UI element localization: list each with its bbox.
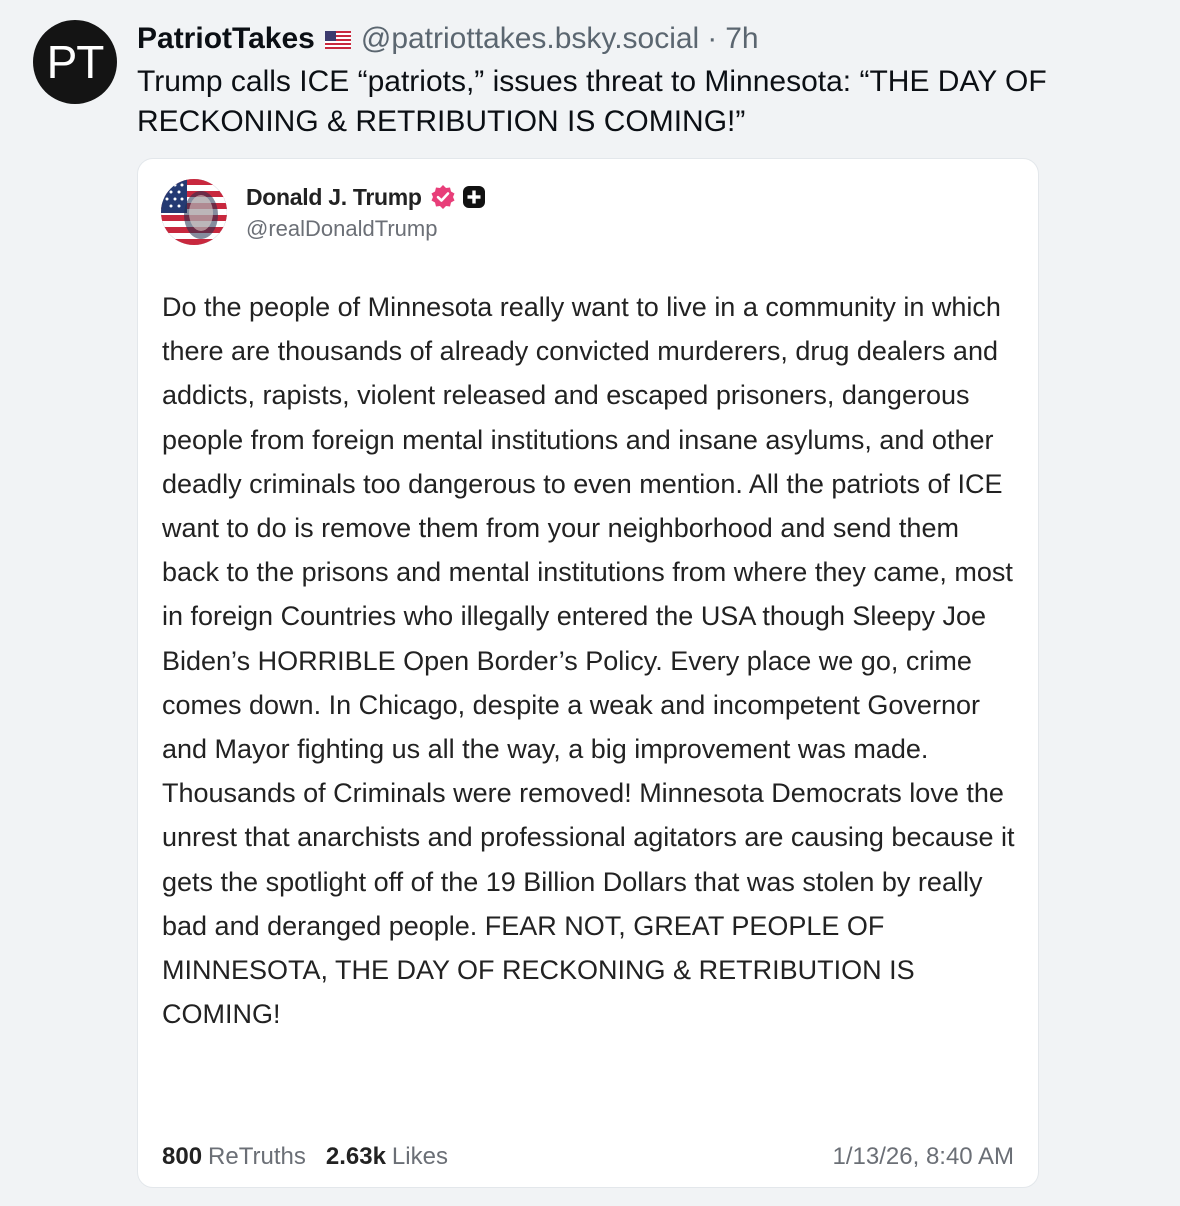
verified-badge-icon xyxy=(430,184,456,210)
post-header xyxy=(137,17,759,61)
patriottakes-avatar[interactable] xyxy=(33,20,117,104)
plus-badge-icon xyxy=(462,185,486,209)
retruths-count: 800 xyxy=(162,1143,203,1170)
embed-author-name[interactable]: Donald J. Trump xyxy=(246,183,422,210)
flag-portrait-image xyxy=(161,179,227,245)
avatar-text: PT xyxy=(46,36,104,88)
author-display-name[interactable]: PatriotTakes xyxy=(137,22,315,55)
retruths-label: ReTruths xyxy=(208,1143,306,1170)
embed-post-body: Do the people of Minnesota really want to live in a community in which there are thousands of already convicted murderers, drug dealers and addicts, rapists, violent released and escaped prisoners, dangerous people from foreign mental institutions and insane asylums, and other deadly criminals too dangerous to even mention. All the patriots of ICE want to do is remove them from your neighborhood and send them back to the prisons and mental institutions from where they came, most in foreign Countries who illegally entered the USA though Sleepy Joe Biden’s HORRIBLE Open Border’s Policy. Every place we go, crime comes down. In Chicago, despite a weak and incompetent Governor and Mayor fighting us all the way, a big improvement was made. Thousands of Criminals were removed! Minnesota Democrats love the unrest that anarchists and professional agitators are causing because it gets the spotlight off of the 19 Billion Dollars that was stolen by really bad and deranged people. FEAR NOT, GREAT PEOPLE OF MINNESOTA, THE DAY OF RECKONING & RETRIBUTION IS COMING! xyxy=(162,292,1015,1030)
embed-post-date: 1/13/26, 8:40 AM xyxy=(832,1143,1014,1170)
likes-label: Likes xyxy=(391,1143,448,1170)
post-text: Trump calls ICE “patriots,” issues threat to Minnesota: “THE DAY OF RECKONING & RETRIBUTION IS COMING!” xyxy=(137,65,1047,138)
separator-dot: · xyxy=(707,22,718,55)
embedded-post-card[interactable] xyxy=(137,158,1039,1188)
embed-author-name-row xyxy=(246,179,486,215)
post-timestamp[interactable]: 7h xyxy=(725,22,759,55)
author-handle[interactable]: @patriottakes.bsky.social xyxy=(360,22,700,55)
embed-post-footer xyxy=(162,1139,1014,1175)
embed-author-avatar[interactable] xyxy=(161,179,227,245)
likes-count: 2.63k xyxy=(325,1143,386,1170)
embed-author-handle[interactable]: @realDonaldTrump xyxy=(246,216,438,241)
us-flag-icon xyxy=(325,31,351,49)
